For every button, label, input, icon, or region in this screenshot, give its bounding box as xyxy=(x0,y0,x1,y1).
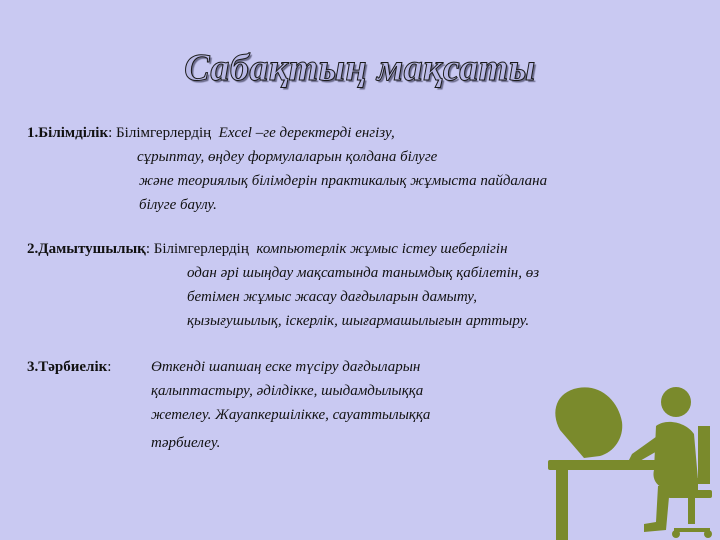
objective-1-line-4: білуге баулу. xyxy=(139,197,217,213)
objective-3-line-1: Өткенді шапшаң еске түсіру дағдыларын xyxy=(151,359,421,375)
chair-post xyxy=(688,498,695,524)
objective-1-line-1: 1.Білімділік: Білімгерлердің Excel –ге деректерді енгізу, xyxy=(27,125,395,141)
objective-2-line-3: бетімен жұмыс жасау дағдыларын дамыту, xyxy=(187,289,477,305)
slide-title: Сабақтың мақсаты xyxy=(184,47,536,89)
objective-1-label: 1.Білімділік xyxy=(27,125,109,141)
objective-1-line-2: сұрыптау, өңдеу формулаларын қолдана білуге xyxy=(137,149,438,165)
objective-3-label: 3.Тәрбиелік xyxy=(27,359,108,375)
desk-top xyxy=(548,460,660,470)
chair-base xyxy=(674,528,710,532)
objective-1-line-3: және теориялық білімдерін практикалық жұмыста пайдалана xyxy=(139,173,548,189)
objective-2-line-1: 2.Дамытушылық: Білімгерлердің компьютерлік жұмыс істеу шеберлігін xyxy=(27,241,508,257)
objective-1-text: Excel –ге деректерді енгізу, xyxy=(218,125,395,141)
chair-seat xyxy=(668,490,712,498)
chair-wheel-1 xyxy=(672,530,680,538)
chair-back xyxy=(698,426,710,484)
objective-2-line-4: қызығушылық, іскерлік, шығармашылығын арттыру. xyxy=(187,313,530,329)
objective-3-line-4: тәрбиелеу. xyxy=(151,435,221,451)
head xyxy=(661,387,691,417)
objective-2-label: 2.Дамытушылық xyxy=(27,241,146,257)
objective-3-line-2: қалыптастыру, әділдікке, шыдамдылыққа xyxy=(151,383,424,399)
desk-leg xyxy=(556,470,568,540)
lower-leg xyxy=(644,486,670,532)
chair-wheel-2 xyxy=(704,530,712,538)
objective-3-line-3: жетелеу. Жауапкершілікке, сауаттылыққа xyxy=(151,407,431,423)
objective-2-lead: Білімгерлердің xyxy=(150,241,249,257)
person-at-computer-icon xyxy=(548,382,718,540)
objective-2-text: компьютерлік жұмыс істеу шеберлігін xyxy=(256,241,508,257)
objective-2-line-2: одан әрі шыңдау мақсатында танымдық қабілетін, өз xyxy=(187,265,540,281)
monitor-shape xyxy=(555,387,622,458)
objective-3-label-line: 3.Тәрбиелік: xyxy=(27,359,112,375)
objective-1-lead: Білімгерлердің xyxy=(112,125,212,141)
